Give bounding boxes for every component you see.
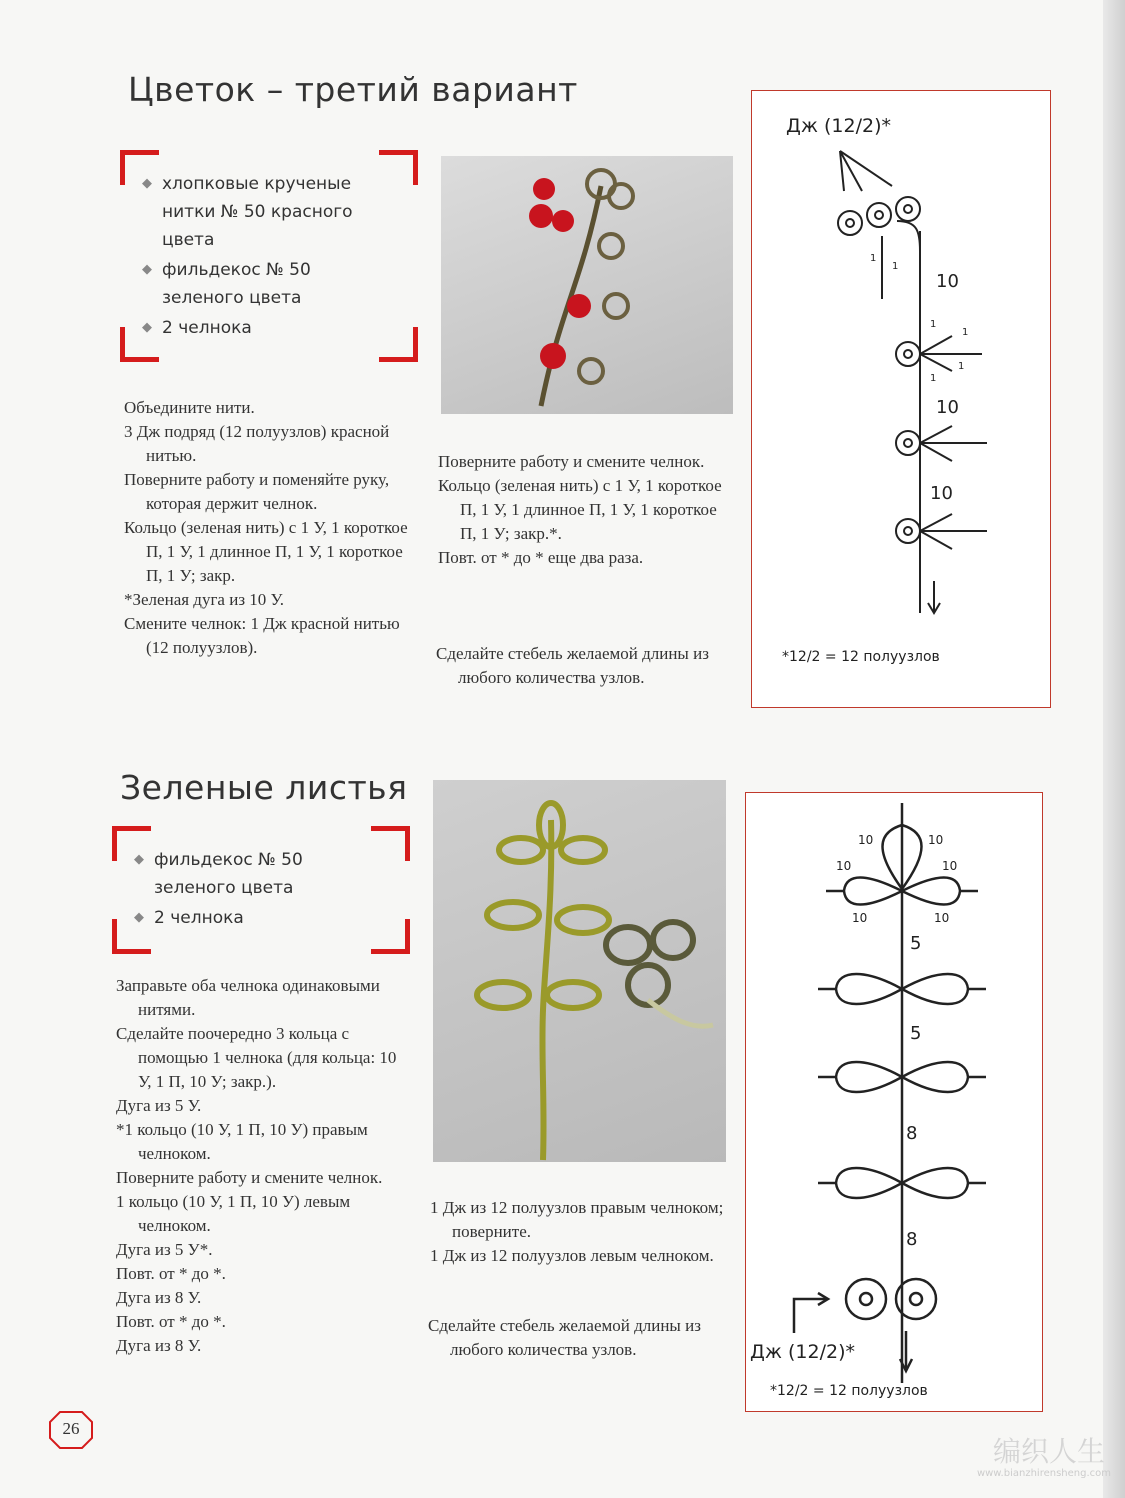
section2-title: Зеленые листья [120,768,408,807]
leaves-photo-illustration [433,780,726,1162]
section1-instructions-left [124,396,416,660]
section2-instructions-left [116,974,412,1358]
diagram-number: 10 [930,483,953,504]
instruction-line: Повт. от * до *. [116,1312,226,1331]
material-item: ◆ 2 челнока [132,904,372,932]
leaves-photo [433,780,726,1162]
diagram-number: 10 [836,859,852,873]
instruction-line: Дуга из 8 У. [116,1288,202,1307]
section2-closing [428,1314,724,1362]
instruction-line: Кольцо (зеленая нить) с 1 У, 1 короткое П, 1 У, 1 длинное П, 1 У, 1 короткое П, 1 У; закр.*. [438,476,722,543]
instruction-line: Заправьте оба челнока одинаковыми нитями. [116,976,380,1019]
instruction-line: Дуга из 5 У. [116,1096,202,1115]
section1-instructions-right [438,450,734,570]
section1-closing [436,642,732,690]
instruction-line: Дуга из 8 У. [116,1336,202,1355]
diagram-bottom-label: Дж (12/2)* [750,1341,855,1363]
flower-diagram-drawing [752,91,1050,707]
instruction-line: Повт. от * до *. [116,1264,226,1283]
instruction-line: Объедините нити. [124,398,255,417]
picot-mark: 1 [930,319,937,330]
watermark-url: www.bianzhirensheng.com [976,1468,1111,1479]
material-item: ◆ фильдекос № 50 зеленого цвета [140,256,380,312]
materials-list [140,170,380,344]
instruction-line: Поверните работу и смените челнок. [438,452,705,471]
corner-mark [371,826,410,861]
page-number: 26 [62,1419,80,1438]
diagram-number: 8 [906,1229,918,1250]
flower-photo-illustration [441,156,733,414]
instruction-line: Кольцо (зеленая нить) с 1 У, 1 короткое П, 1 У, 1 длинное П, 1 У, 1 короткое П, 1 У; закр. [124,518,408,585]
instruction-line: 1 кольцо (10 У, 1 П, 10 У) левым челноком. [116,1192,351,1235]
diamond-bullet-icon: ◆ [142,262,152,277]
section1-materials-box [120,150,418,362]
diagram-number: 10 [936,397,959,418]
corner-mark [379,150,418,185]
diagram-footnote: *12/2 = 12 полуузлов [782,649,940,665]
instruction-line: Сделайте поочередно 3 кольца с помощью 1 челнока (для кольца: 10 У, 1 П, 10 У; закр.). [116,1024,397,1091]
leaves-diagram [745,792,1043,1412]
instruction-line: 1 Дж из 12 полуузлов правым челноком; поверните. [430,1198,724,1241]
instruction-line: 3 Дж подряд (12 полуузлов) красной нитью. [124,422,390,465]
picot-mark: 1 [962,327,969,338]
instruction-line: Поверните работу и смените челнок. [116,1168,383,1187]
diagram-number: 10 [852,911,868,925]
flower-diagram [751,90,1051,708]
picot-mark: 1 [892,261,899,272]
material-item: ◆ хлопковые крученые нитки № 50 красного цвета [140,170,380,254]
instruction-line: *1 кольцо (10 У, 1 П, 10 У) правым челноком. [116,1120,368,1163]
diagram-footnote: *12/2 = 12 полуузлов [770,1383,928,1399]
instruction-line: Сделайте стебель желаемой длины из любого количества узлов. [436,644,709,687]
instruction-line: Смените челнок: 1 Дж красной нитью (12 полуузлов). [124,614,400,657]
diagram-number: 5 [910,933,922,954]
diagram-number: 10 [858,833,874,847]
diagram-number: 10 [936,271,959,292]
corner-mark [379,327,418,362]
instruction-line: 1 Дж из 12 полуузлов левым челноком. [430,1246,714,1265]
picot-mark: 1 [870,253,877,264]
diamond-bullet-icon: ◆ [142,320,152,335]
picot-mark: 1 [930,373,937,384]
flower-photo [441,156,733,414]
diamond-bullet-icon: ◆ [134,910,144,925]
instruction-line: Сделайте стебель желаемой длины из любого количества узлов. [428,1316,701,1359]
material-item: ◆ 2 челнока [140,314,380,342]
diagram-number: 8 [906,1123,918,1144]
diagram-number: 10 [928,833,944,847]
materials-list [132,846,372,934]
diagram-number: 5 [910,1023,922,1044]
corner-mark [371,919,410,954]
instruction-line: Поверните работу и поменяйте руку, которая держит челнок. [124,470,390,513]
page-edge [1103,0,1125,1498]
watermark-logo: 编织人生 [992,1435,1105,1468]
diamond-bullet-icon: ◆ [142,176,152,191]
instruction-line: Повт. от * до * еще два раза. [438,548,644,567]
diagram-number: 10 [942,859,958,873]
picot-mark: 1 [958,361,965,372]
diagram-number: 10 [934,911,950,925]
diamond-bullet-icon: ◆ [134,852,144,867]
leaves-diagram-drawing [746,793,1042,1411]
section2-instructions-right [430,1196,726,1268]
material-item: ◆ фильдекос № 50 зеленого цвета [132,846,372,902]
page-number-badge [48,1410,94,1450]
section1-title: Цветок – третий вариант [128,70,578,109]
section2-materials-box [112,826,410,954]
instruction-line: Дуга из 5 У*. [116,1240,213,1259]
diagram-top-label: Дж (12/2)* [786,115,891,137]
instruction-line: *Зеленая дуга из 10 У. [124,590,285,609]
